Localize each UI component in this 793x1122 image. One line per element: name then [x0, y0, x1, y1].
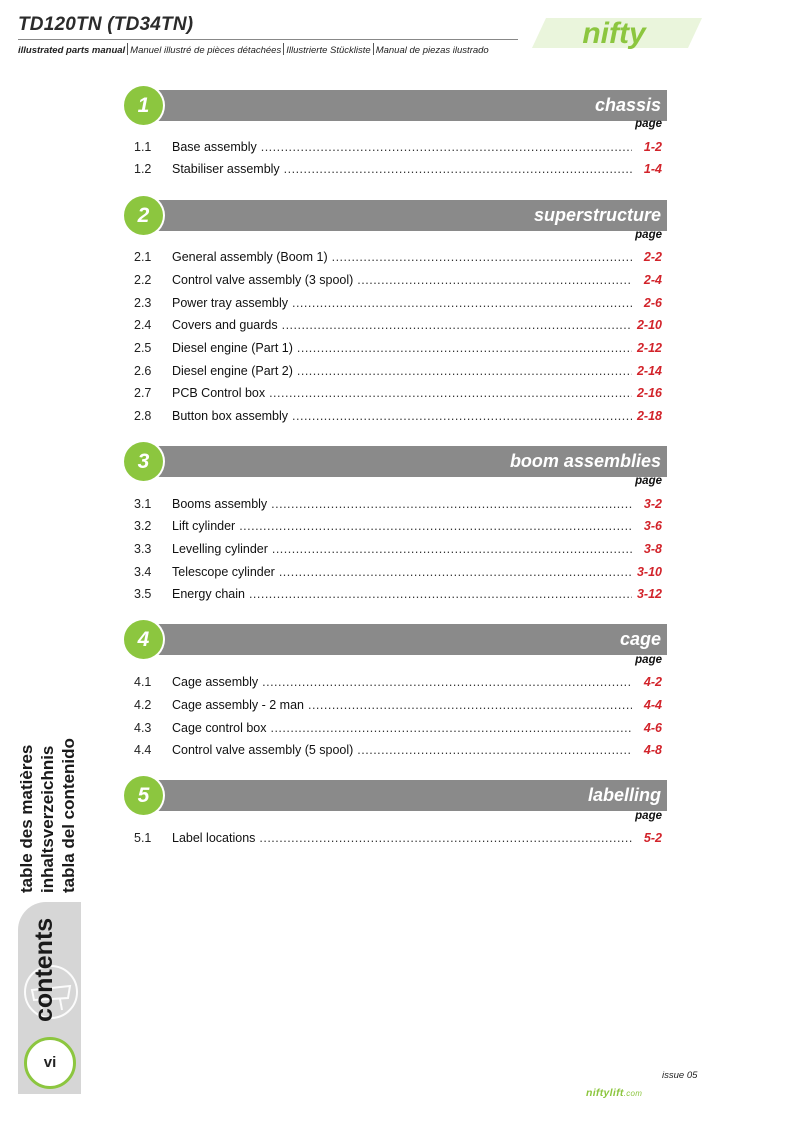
- section-number: 4: [124, 620, 163, 659]
- subtitle-en: illustrated parts manual: [18, 45, 126, 56]
- toc-entry[interactable]: 3.5 Energy chain ..... 3-12: [134, 587, 662, 605]
- toc-entry[interactable]: 2.2 Control valve assembly (3 spool) ..... 2-4: [134, 273, 662, 291]
- section-header-boom-assemblies: [124, 442, 667, 481]
- section-title: chassis: [594, 95, 661, 115]
- toc-entry[interactable]: 2.6 Diesel engine (Part 2) ..... 2-14: [134, 364, 662, 382]
- page-column-label: page: [635, 118, 662, 130]
- section-title: cage: [619, 629, 661, 649]
- footer-logo: [586, 1087, 642, 1099]
- contents-translation-de: inhaltsverzeichnis: [38, 745, 57, 893]
- section-header-labelling: [124, 776, 667, 815]
- toc-entry[interactable]: 3.3 Levelling cylinder ..... 3-8: [134, 542, 662, 560]
- section-title: boom assemblies: [509, 451, 661, 471]
- toc-entry[interactable]: 2.7 PCB Control box ..... 2-16: [134, 386, 662, 404]
- toc-entry[interactable]: 1.1 Base assembly ..... 1-2: [134, 140, 662, 158]
- page-number: vi: [24, 1037, 76, 1089]
- page-column-label: page: [635, 810, 662, 822]
- toc-entry[interactable]: 5.1 Label locations ..... 5-2: [134, 831, 662, 849]
- page-column-label: page: [635, 475, 662, 487]
- toc-entry[interactable]: 2.1 General assembly (Boom 1) ..... 2-2: [134, 250, 662, 268]
- section-header-superstructure: [124, 196, 667, 235]
- toc-entry[interactable]: 1.2 Stabiliser assembly ..... 1-4: [134, 162, 662, 180]
- nifty-logo: [526, 14, 702, 55]
- contents-translation-fr: table des matières: [17, 744, 36, 893]
- toc-entry[interactable]: 4.1 Cage assembly ..... 4-2: [134, 675, 662, 693]
- section-number: 2: [124, 196, 163, 235]
- section-number: 1: [124, 86, 163, 125]
- header-rule: [18, 39, 518, 40]
- document-title: TD120TN (TD34TN): [18, 14, 194, 35]
- toc-entry[interactable]: 2.3 Power tray assembly ..... 2-6: [134, 296, 662, 314]
- page-column-label: page: [635, 654, 662, 666]
- toc-entry[interactable]: 2.5 Diesel engine (Part 1) ..... 2-12: [134, 341, 662, 359]
- toc-entry[interactable]: 4.2 Cage assembly - 2 man ..... 4-4: [134, 698, 662, 716]
- page-column-label: page: [635, 229, 662, 241]
- subtitle-fr: Manuel illustré de pièces détachées: [130, 45, 282, 56]
- toc-entry[interactable]: 3.4 Telescope cylinder ..... 3-10: [134, 565, 662, 583]
- toc-entry[interactable]: 4.4 Control valve assembly (5 spool) ..... 4-8: [134, 743, 662, 761]
- subtitle-de: Illustrierte Stückliste: [286, 45, 371, 56]
- contents-label: contents: [30, 917, 58, 1022]
- toc-entry[interactable]: 4.3 Cage control box ..... 4-6: [134, 721, 662, 739]
- section-header-cage: [124, 620, 667, 659]
- footer-logo-text: niftylift: [586, 1087, 624, 1099]
- section-header-chassis: [124, 86, 667, 125]
- subtitle-es: Manual de piezas ilustrado: [375, 45, 489, 56]
- toc-entry[interactable]: 3.2 Lift cylinder ..... 3-6: [134, 519, 662, 537]
- issue-label: issue 05: [662, 1070, 698, 1081]
- footer-logo-suffix: .com: [623, 1089, 643, 1098]
- toc-entry[interactable]: 2.8 Button box assembly ..... 2-18: [134, 409, 662, 427]
- section-title: labelling: [587, 785, 661, 805]
- logo-text: nifty: [582, 17, 646, 50]
- contents-translation-es: tabla del contenido: [59, 738, 78, 893]
- section-number: 5: [124, 776, 163, 815]
- section-number: 3: [124, 442, 163, 481]
- toc-entry[interactable]: 2.4 Covers and guards ..... 2-10: [134, 318, 662, 336]
- section-title: superstructure: [533, 205, 661, 225]
- manual-subtitles: [18, 43, 491, 56]
- toc-entry[interactable]: 3.1 Booms assembly ..... 3-2: [134, 497, 662, 515]
